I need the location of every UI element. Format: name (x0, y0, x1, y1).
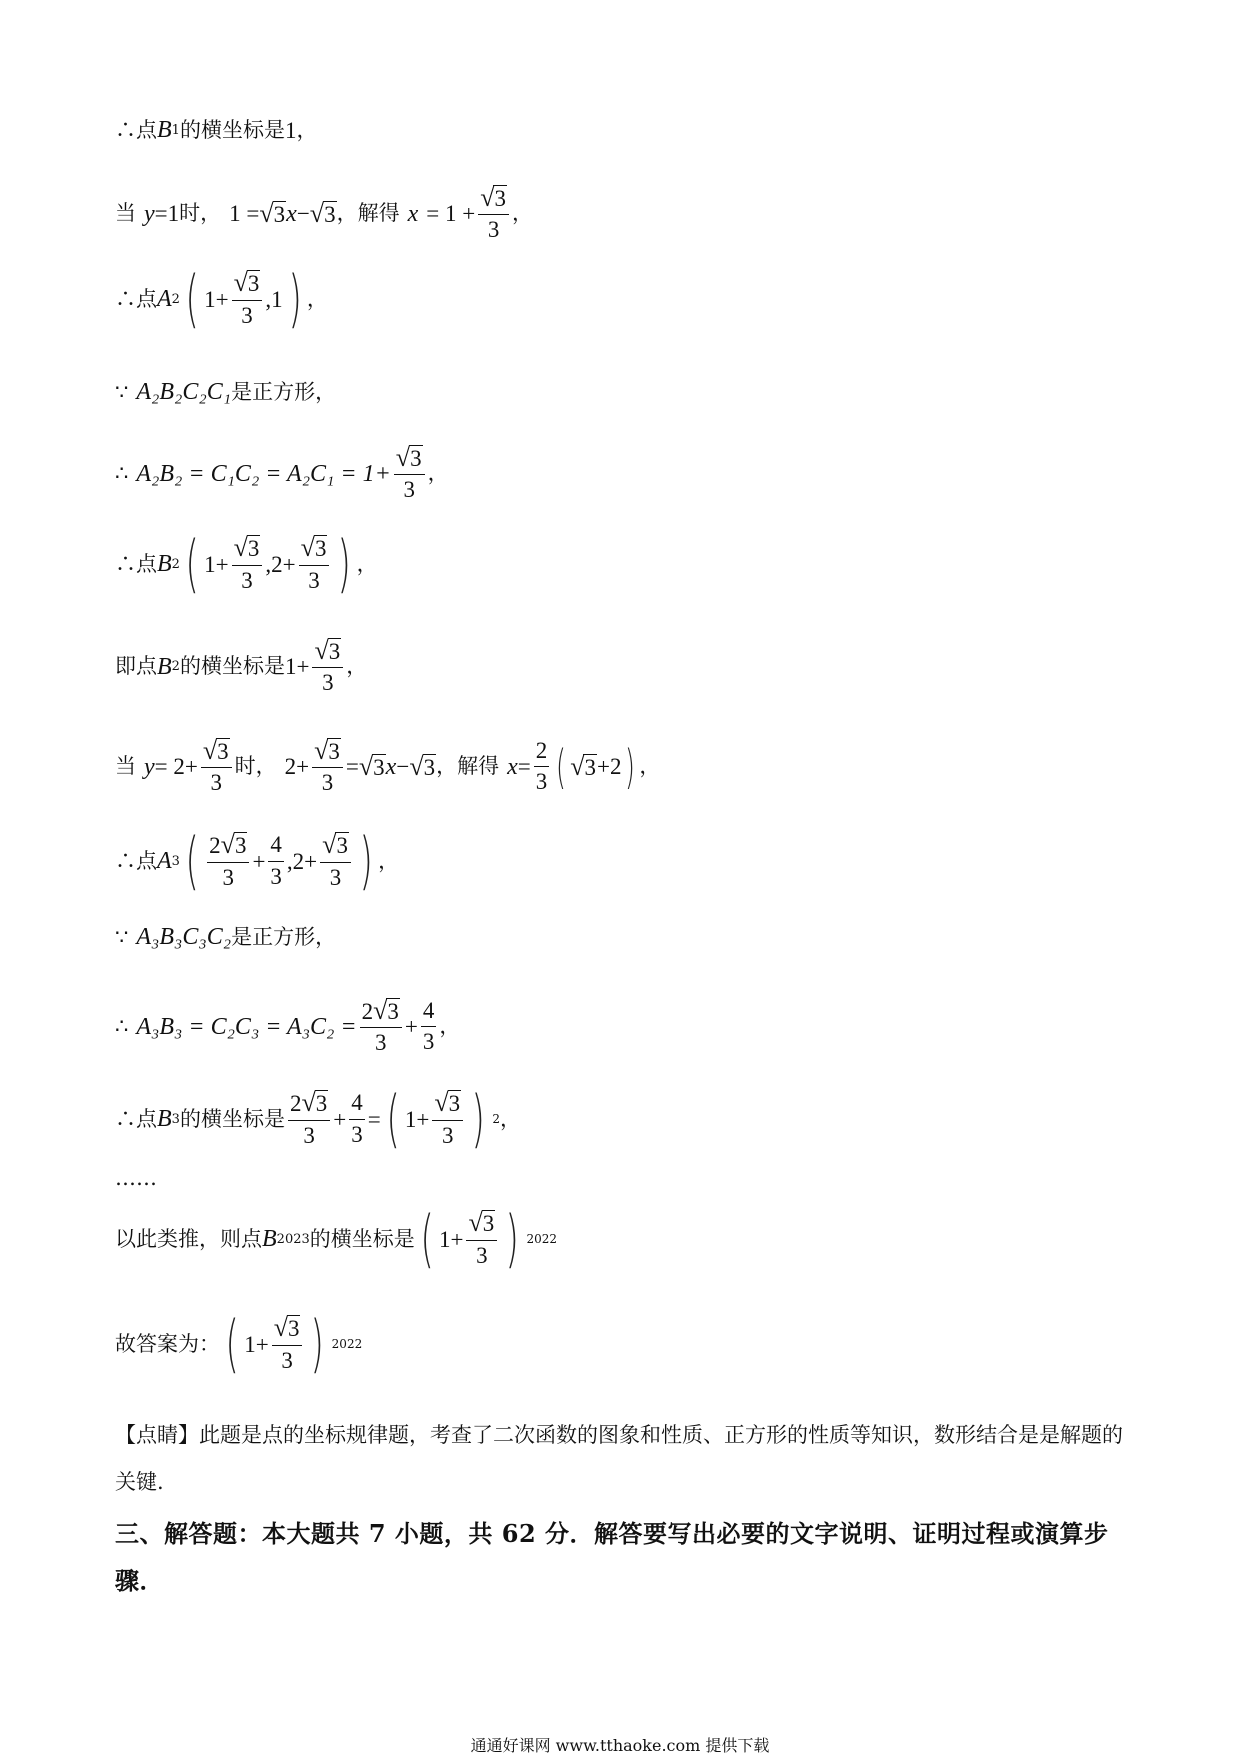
math: = 2+ (154, 754, 198, 780)
text: 的横坐标是 (179, 654, 285, 679)
text: 以此类推，则点 (115, 1226, 262, 1251)
math: 1+ (438, 1226, 464, 1252)
ellipsis: …… (115, 1166, 157, 1190)
fraction: √ 3 3 (466, 1210, 497, 1267)
text: 故答案为： (115, 1331, 220, 1356)
var-x: x (407, 200, 419, 227)
var: B (157, 653, 172, 680)
math: = (345, 754, 359, 780)
line-9: ∴点 A 3 ( 2 √ 3 3 + $\frac{4}{3}$ ,2+ √ 3 3 ) ， (115, 824, 400, 897)
text: 当 (115, 201, 136, 226)
text: ∴点 (115, 848, 157, 873)
sqrt: √ 3 (259, 198, 286, 228)
segment: A₂B₂C₂C₁ (136, 379, 232, 405)
math: + (404, 1014, 418, 1040)
line-3: ∴点 A 2 ( 1+ √ 3 3 ,1 ) ， (115, 262, 328, 335)
var-y: y (144, 200, 155, 227)
math: = 1 + (426, 201, 476, 227)
var-x: x (507, 753, 518, 780)
sqrt: √ 3 (570, 751, 596, 781)
var: B (157, 1106, 172, 1132)
punct: ， (511, 201, 533, 226)
fraction: $\frac{4}{3}$ (422, 998, 435, 1055)
footer: 通通好课网 www.tthaoke.com 提供下载 (470, 1736, 770, 1755)
punct: ， (639, 754, 661, 779)
fraction: √ 3 3 (201, 738, 232, 795)
math: +2 (596, 754, 622, 780)
line-5 (115, 445, 449, 502)
text: 时， (179, 201, 222, 226)
subscript: 2023 (276, 1231, 310, 1247)
math: = (367, 1106, 381, 1132)
math: 1+ (204, 551, 229, 577)
sqrt: √ 3 (309, 198, 336, 228)
text: ∴点 (115, 551, 157, 576)
text: 是正方形， (231, 924, 337, 949)
fraction: √ 3 3 (432, 1090, 463, 1147)
fraction: √ 3 3 (320, 832, 351, 889)
math: 2+ (284, 754, 310, 780)
line-2 (115, 185, 533, 242)
var-x: x (286, 200, 297, 227)
var: B (157, 551, 172, 577)
fraction: 2 √ 3 3 (288, 1090, 330, 1147)
exponent: 2 (492, 1112, 501, 1126)
exponent: 2022 (526, 1232, 557, 1246)
text: ∵ (115, 379, 129, 404)
math: = (517, 754, 531, 780)
var: A (157, 848, 172, 874)
punct: ， (346, 654, 368, 679)
text: ∴ (115, 461, 129, 486)
text: ∵ (115, 924, 129, 949)
math: ,2+ (286, 848, 318, 874)
text: ，解得 (336, 201, 400, 226)
math: =1 (154, 201, 180, 227)
text: 的横坐标是 (179, 117, 285, 142)
subscript: 2 (171, 659, 180, 675)
line-4 (115, 380, 336, 404)
math: ,1 (265, 286, 283, 312)
math: + (333, 1106, 347, 1132)
number: 1 (284, 117, 297, 143)
subscript: 3 (171, 1111, 180, 1127)
fraction: √ 3 3 (394, 445, 425, 502)
fraction: √ 3 3 (312, 638, 343, 695)
punct: ， (439, 1014, 461, 1039)
punct: ， (500, 1106, 522, 1131)
fraction: √ 3 3 (478, 185, 509, 242)
subscript: 2 (171, 556, 180, 572)
fraction: $\frac{2}{3}$ (535, 738, 548, 795)
sqrt: √ 3 (358, 751, 385, 781)
line-6: ∴点 B 2 ( 1+ √ 3 3 ,2+ √ 3 3 ) ， (115, 527, 378, 600)
text: 是正方形， (231, 379, 337, 404)
math: 1+ (204, 286, 229, 312)
math: − (296, 201, 310, 227)
text: 的横坐标是 (179, 1106, 285, 1131)
punct: ， (296, 117, 318, 142)
subscript: 3 (171, 853, 180, 869)
var-y: y (144, 753, 155, 780)
text: ，解得 (436, 754, 500, 779)
math: 1 = (229, 201, 260, 227)
line-1 (115, 118, 317, 142)
text: ∴ (115, 1014, 129, 1039)
math: + (252, 848, 266, 874)
fraction: $\frac{4}{3}$ (351, 1090, 363, 1147)
text: 即点 (115, 654, 157, 679)
var: B (262, 1226, 277, 1252)
math: 1+ (244, 1331, 269, 1357)
text: ∴点 (115, 286, 157, 311)
fraction: √ 3 3 (299, 535, 330, 592)
var: A (157, 286, 172, 312)
line-8: 当 y = 2+ √ 3 3 时， 2+ √ 3 3 = √ 3 x − √ 3 ，解得 x = $\frac{2}{3}$ ( √ 3 +2 ) ， (115, 736, 661, 796)
exponent: 2022 (331, 1337, 363, 1351)
line-15: 故答案为： ( 1+ √ 3 3 ) 2022 (115, 1307, 363, 1380)
punct: ， (306, 286, 328, 311)
line-7 (115, 638, 367, 695)
fraction: 2 √ 3 3 (207, 832, 249, 889)
text: ∴点 (115, 1106, 157, 1131)
punct: ， (427, 461, 449, 486)
fraction: √ 3 3 (232, 535, 263, 592)
text: 当 (115, 754, 136, 779)
punct: ， (356, 551, 378, 576)
math: A₂B₂ = C₁C₂ = A₂C₁ = 1+ (136, 460, 391, 487)
line-13 (115, 1168, 157, 1189)
line-10 (115, 925, 336, 949)
text: 时， (234, 754, 277, 779)
section-heading: 三、解答题：本大题共 7 小题，共 62 分．解答要写出必要的文字说明、证明过程或演算步骤． (115, 1519, 1109, 1595)
punct: ， (378, 848, 400, 873)
fraction: √ 3 3 (312, 738, 343, 795)
text: ∴点 (115, 117, 157, 142)
var-x: x (385, 753, 397, 780)
subscript: 1 (171, 122, 180, 138)
line-11 (115, 998, 460, 1055)
fraction: 2 √ 3 3 (360, 998, 402, 1055)
sqrt: √ 3 (409, 751, 436, 781)
subscript: 2 (171, 291, 180, 307)
comment-paragraph: 【点睛】此题是点的坐标规律题，考查了二次函数的图象和性质、正方形的性质等知识，数形结合是是解题的关键. (115, 1423, 1123, 1494)
line-14: 以此类推，则点 B 2023 的横坐标是 ( 1+ √ 3 3 ) 2022 (115, 1202, 557, 1275)
math: A₃B₃ = C₂C₃ = A₃C₂ = (136, 1013, 357, 1040)
math: 1+ (284, 654, 310, 680)
fraction: √ 3 3 (272, 1315, 303, 1372)
fraction: √ 3 3 (232, 270, 263, 327)
math: ,2+ (265, 551, 296, 577)
math: − (396, 754, 410, 780)
segment: A₃B₃C₃C₂ (136, 924, 232, 950)
fraction: $\frac{4}{3}$ (270, 832, 282, 889)
math: 1+ (404, 1106, 430, 1132)
line-12: ∴点 B 3 的横坐标是 2 √ 3 3 + $\frac{4}{3}$ = ( 1+ √ 3 3 ) 2 ， (115, 1082, 522, 1155)
text: 的横坐标是 (309, 1226, 415, 1251)
var: B (157, 117, 172, 143)
